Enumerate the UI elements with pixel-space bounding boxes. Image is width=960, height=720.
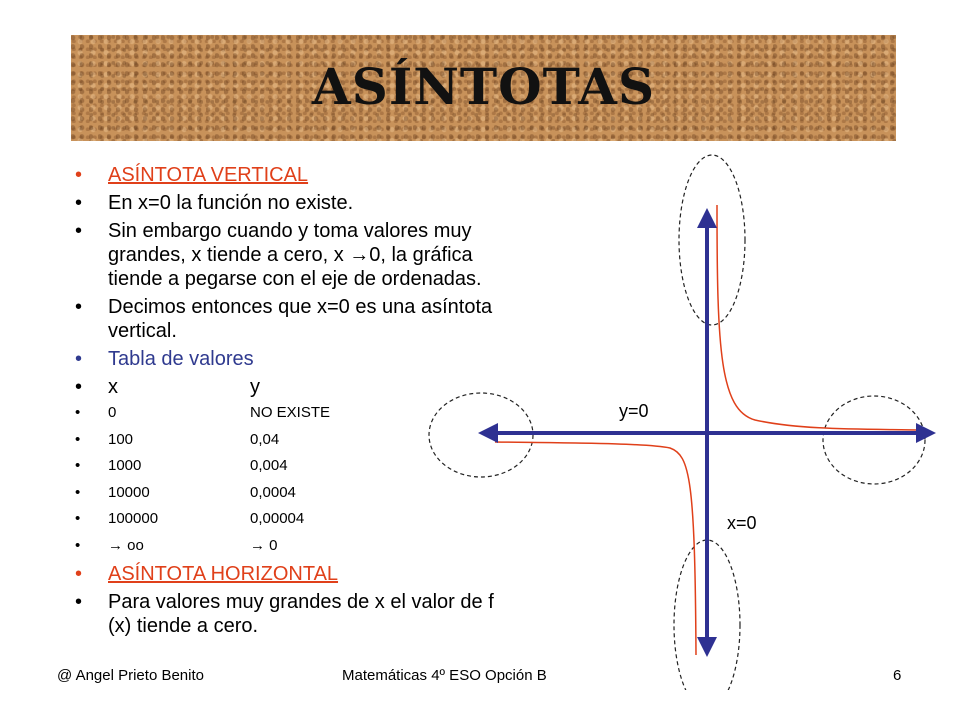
heading-horizontal-asymptote: • ASÍNTOTA HORIZONTAL [75, 562, 495, 586]
label-y-equals-0: y=0 [619, 401, 649, 421]
dashed-ellipse-top [679, 155, 745, 325]
cell-x: 1000 [108, 457, 142, 474]
cell-y: → 0 [250, 536, 278, 554]
title-banner [71, 35, 896, 141]
cell-y: 0,004 [250, 457, 288, 474]
label-x-equals-0: x=0 [727, 513, 757, 533]
cell-y: NO EXISTE [250, 404, 331, 421]
footer-course: Matemáticas 4º ESO Opción B [342, 667, 547, 684]
hyperbola-branch-upper-right [717, 205, 920, 430]
cell-y: 0,04 [250, 430, 280, 448]
bullet-text: • En x=0 la función no existe. [75, 191, 495, 215]
asymptote-graph [420, 150, 950, 690]
footer-page-number: 6 [893, 667, 902, 684]
cell-x: 100000 [108, 510, 159, 527]
heading-vertical-asymptote: • ASÍNTOTA VERTICAL [75, 163, 495, 187]
bullet-text: • Decimos entonces que x=0 es una asíntota vertical. [75, 295, 495, 343]
cell-x: 100 [108, 430, 134, 448]
dashed-ellipse-right [823, 396, 925, 484]
header-x: x [108, 376, 118, 398]
bullet-text: • Sin embargo cuando y toma valores muy grandes, x tiende a cero, x →0, la gráfica tiende a pegarse con el eje de ordenadas. [75, 219, 495, 291]
page-title: ASÍNTOTAS [311, 57, 656, 116]
bullet-text: • Para valores muy grandes de x el valor de f (x) tiende a cero. [75, 590, 495, 638]
hyperbola-branch-lower-left [495, 442, 696, 655]
cell-y: 0,0004 [250, 483, 296, 501]
cell-x: 0 [108, 404, 117, 421]
table-title: • Tabla de valores [75, 347, 495, 371]
header-y: y [250, 376, 260, 398]
cell-y: 0,00004 [250, 510, 305, 527]
cell-x: → oo [108, 536, 144, 554]
cell-x: 10000 [108, 483, 150, 501]
footer-author: @ Angel Prieto Benito [57, 667, 204, 684]
